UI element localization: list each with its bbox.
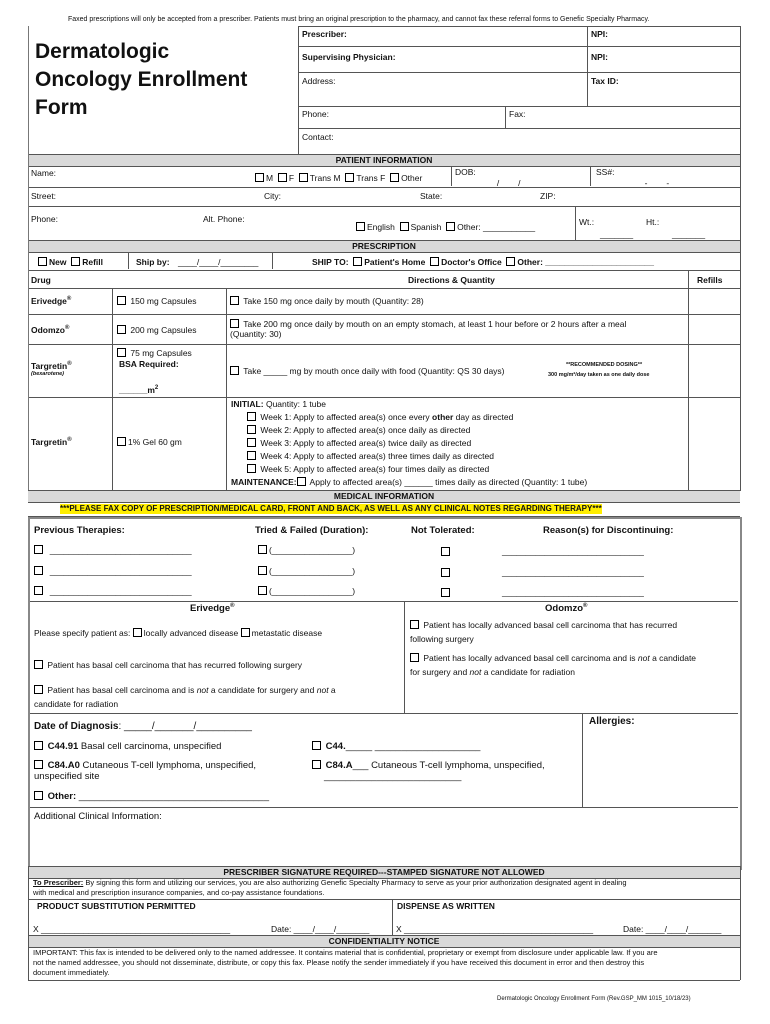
- week2: [247, 425, 470, 436]
- week4: [247, 451, 494, 462]
- therapy-row-2: [34, 566, 192, 577]
- odomzo-opt1-cont: following surgery: [410, 634, 474, 644]
- npi-label[interactable]: NPI:: [591, 29, 608, 39]
- date-dx-blank[interactable]: : _____/_______/__________: [118, 721, 252, 732]
- maintenance-text: Apply to affected area(s) ______ times daily as directed (Quantity: 1 tube): [309, 477, 588, 487]
- therapy2-blank[interactable]: ______________________________: [49, 566, 192, 576]
- dx-c4491: [34, 741, 221, 753]
- drug2-directions: [230, 319, 626, 330]
- erivedge-opt3-cont: candidate for radiation: [34, 699, 119, 709]
- confidentiality-text-3: document immediately.: [33, 968, 110, 977]
- dx-other: [34, 791, 269, 803]
- week1-text-c: day as directed: [453, 412, 514, 422]
- prev-therapies-label: Previous Therapies:: [34, 525, 125, 536]
- drug2-strength: [117, 325, 197, 336]
- tax-id-label[interactable]: Tax ID:: [591, 76, 619, 86]
- male-label: M: [266, 173, 274, 183]
- c44-code: C44.: [325, 741, 346, 752]
- drug1-text: Erivedge: [31, 296, 67, 306]
- english-label: English: [367, 222, 395, 232]
- address-label[interactable]: Address:: [302, 76, 336, 86]
- reasons-label: Reason(s) for Discontinuing:: [543, 525, 674, 536]
- npi2-label[interactable]: NPI:: [591, 52, 608, 62]
- not-tolerated2-checkbox[interactable]: [441, 568, 450, 577]
- title-line1: Dermatologic: [35, 40, 170, 63]
- c84a0-checkbox[interactable]: [34, 760, 43, 769]
- locally-advanced-checkbox[interactable]: [133, 628, 142, 637]
- drug3-recommended: **RECOMMENDED DOSING**: [566, 362, 643, 368]
- ss-label[interactable]: SS#:: [596, 167, 615, 177]
- drug3-name: Targretin®: [31, 361, 72, 371]
- date-dx-label: Date of Diagnosis: [34, 721, 119, 732]
- therapy2-checkbox[interactable]: [34, 566, 43, 575]
- male-checkbox[interactable]: [255, 173, 264, 182]
- week1-checkbox[interactable]: [247, 412, 256, 421]
- odo-opt2-c: a candidate: [649, 653, 697, 663]
- trans-f-checkbox[interactable]: [345, 173, 354, 182]
- odo-opt2-b: not: [637, 653, 650, 663]
- form-revision: Dermatologic Oncology Enrollment Form (Rev.GSP_MM 1015_10/18/23): [497, 996, 691, 1002]
- height-blank[interactable]: _______: [672, 229, 706, 239]
- confidentiality-text-2: not the named addressee, you should not disseminate, distribute, or copy this fax. Please notify the sender immediately if you have received this document in error and then destroy this: [33, 958, 645, 967]
- new-refill-options: [38, 257, 103, 268]
- col-drug: Drug: [31, 275, 51, 285]
- specify-label: Please specify patient as:: [34, 628, 131, 638]
- signature-line-1[interactable]: X ________________________________________: [33, 924, 231, 934]
- drug3-generic: (bexarotene): [31, 371, 65, 377]
- initial-qty: Quantity: 1 tube: [265, 399, 326, 409]
- female-checkbox[interactable]: [278, 173, 287, 182]
- eri-opt3-c: a candidate for surgery and: [208, 685, 317, 695]
- drug4-name: Targretin®: [31, 437, 72, 447]
- dx-c44: [312, 741, 480, 753]
- drug3-directions: [230, 366, 505, 377]
- duration1-checkbox[interactable]: [258, 545, 267, 554]
- week1-text-b: other: [432, 412, 454, 422]
- week2-checkbox[interactable]: [247, 425, 256, 434]
- eri-opt3-b: not: [196, 685, 209, 695]
- odo-opt2-f: a candidate for radiation: [481, 667, 575, 677]
- weight-blank[interactable]: _______: [600, 229, 634, 239]
- drug3-dir-text: Take _____ mg by mouth once daily with food (Quantity: QS 30 days): [243, 366, 505, 376]
- duration-row-1: [258, 545, 355, 556]
- col-directions: Directions & Quantity: [408, 275, 495, 285]
- metastatic-checkbox[interactable]: [241, 628, 250, 637]
- reason3-blank[interactable]: ______________________________: [502, 587, 644, 597]
- therapy1-checkbox[interactable]: [34, 545, 43, 554]
- ship-by-label[interactable]: Ship by:: [136, 257, 170, 267]
- trans-f-label: Trans F: [356, 173, 386, 183]
- drug1-dir-checkbox[interactable]: [230, 296, 239, 305]
- drug2-strength-text: 200 mg Capsules: [130, 325, 197, 335]
- week4-text: Week 4: Apply to affected area(s) three times daily as directed: [260, 451, 494, 461]
- other-sex-checkbox[interactable]: [390, 173, 399, 182]
- fax-label[interactable]: Fax:: [509, 109, 526, 119]
- erivedge-opt3-checkbox[interactable]: [34, 685, 43, 694]
- signature-date-1[interactable]: Date: ____/____/_______: [271, 924, 370, 934]
- dx-other-label: Other:: [47, 791, 77, 802]
- page-title: [35, 38, 247, 122]
- state-label[interactable]: State:: [420, 191, 443, 201]
- drug3-recommended-dose: 300 mg/m²/day taken as one daily dose: [548, 372, 650, 378]
- c84a-desc: ___ Cutaneous T-cell lymphoma, unspecified,: [352, 760, 545, 771]
- therapy-row-3: [34, 586, 192, 597]
- drug4-text: Targretin: [31, 437, 68, 447]
- odomzo-heading-text: Odomzo: [545, 603, 583, 614]
- additional-clinical-label[interactable]: Additional Clinical Information:: [34, 811, 162, 822]
- duration3-blank[interactable]: (_________________): [269, 586, 356, 596]
- odo-opt2-d: for surgery and: [410, 667, 470, 677]
- week4-checkbox[interactable]: [247, 451, 256, 460]
- ship-by-blank[interactable]: ____/____/________: [178, 257, 259, 267]
- odomzo-opt2-checkbox[interactable]: [410, 653, 419, 662]
- dob-label[interactable]: DOB:: [455, 167, 476, 177]
- c84a0-desc: Cutaneous T-cell lymphoma, unspecified,: [79, 760, 257, 771]
- drug1-strength: [117, 296, 197, 307]
- duration-row-2: [258, 566, 355, 577]
- dx-c84a0-cont: unspecified site: [34, 771, 100, 782]
- drug2-dir-qty: (Quantity: 30): [230, 329, 282, 339]
- signature-date-2[interactable]: Date: ____/____/_______: [623, 924, 722, 934]
- drug1-strength-text: 150 mg Capsules: [130, 296, 197, 306]
- odomzo-opt2: [410, 653, 696, 664]
- product-substitution-label: PRODUCT SUBSTITUTION PERMITTED: [37, 901, 196, 911]
- new-label: New: [49, 257, 67, 267]
- other-language-label: Other: ___________: [457, 222, 536, 232]
- trans-m-checkbox[interactable]: [299, 173, 308, 182]
- drug4-strength-text: 1% Gel 60 gm: [128, 437, 182, 447]
- city-label[interactable]: City:: [264, 191, 281, 201]
- drug3-text: Targretin: [31, 361, 68, 371]
- drug4-checkbox[interactable]: [117, 437, 126, 446]
- c84a0-code: C84.A0: [47, 760, 80, 771]
- erivedge-opt2: [34, 660, 302, 671]
- c4491-code: C44.91: [47, 741, 79, 752]
- patients-home-label: Patient's Home: [364, 257, 426, 267]
- week1-text-a: Week 1: Apply to affected area(s) once every: [260, 412, 433, 422]
- erivedge-specify: [34, 628, 322, 639]
- medical-info-heading: MEDICAL INFORMATION: [28, 490, 740, 503]
- english-checkbox[interactable]: [356, 222, 365, 231]
- ship-other-label: Other: _______________________: [517, 257, 654, 267]
- date-of-diagnosis: [34, 721, 252, 733]
- fax-copy-notice: ***PLEASE FAX COPY OF PRESCRIPTION/MEDICAL CARD, FRONT AND BACK, AS WELL AS ANY CLINICAL NOTES REGARDING THERAPY***: [60, 504, 602, 513]
- odomzo-opt1-text: Patient has locally advanced basal cell carcinoma that has recurred: [423, 620, 678, 630]
- duration2-checkbox[interactable]: [258, 566, 267, 575]
- other-language-checkbox[interactable]: [446, 222, 455, 231]
- c84a-checkbox[interactable]: [312, 760, 321, 769]
- language-options: [356, 222, 535, 233]
- col-refills: Refills: [697, 275, 723, 285]
- not-tolerated-1: [441, 547, 452, 558]
- maintenance-checkbox[interactable]: [297, 477, 306, 486]
- drug3-bsa-blank[interactable]: $\_\_\_\_\_\_m^2$: [119, 385, 159, 395]
- ship-to-label: SHIP TO:: [312, 257, 349, 267]
- c4491-desc: Basal cell carcinoma, unspecified: [78, 741, 222, 752]
- maintenance-label: MAINTENANCE:: [231, 477, 297, 487]
- new-checkbox[interactable]: [38, 257, 47, 266]
- not-tolerated3-checkbox[interactable]: [441, 588, 450, 597]
- eri-opt3-a: Patient has basal cell carcinoma and is: [47, 685, 197, 695]
- drug3-bsa: BSA Required:: [119, 359, 179, 369]
- tried-failed-label: Tried & Failed (Duration):: [255, 525, 369, 536]
- fax-notice: Faxed prescriptions will only be accepted from a prescriber. Patients must bring an original prescription to the pharmacy, and cannot fax these referral forms to Genefic Specialty Pharmacy.: [68, 16, 650, 23]
- not-tolerated-label: Not Tolerated:: [411, 525, 475, 536]
- ship-to-options: [312, 257, 654, 268]
- not-tolerated-3: [441, 588, 452, 599]
- prescriber-label[interactable]: Prescriber:: [302, 29, 347, 39]
- drug2-name: Odomzo®: [31, 325, 70, 335]
- dx-other-blank[interactable]: ____________________________________: [76, 791, 269, 802]
- therapy1-blank[interactable]: ______________________________: [49, 545, 192, 555]
- drug2-checkbox[interactable]: [117, 325, 126, 334]
- phone-label[interactable]: Phone:: [302, 109, 329, 119]
- week2-text: Week 2: Apply to affected area(s) once daily as directed: [260, 425, 471, 435]
- to-prescriber-label: To Prescriber:: [33, 878, 84, 887]
- eri-opt3-e: a: [328, 685, 336, 695]
- week1: [247, 412, 513, 423]
- metastatic-label: metastatic disease: [251, 628, 323, 638]
- patients-home-checkbox[interactable]: [353, 257, 362, 266]
- drug3-bsa-blank-text: ______m: [119, 385, 155, 395]
- dispense-as-written-label: DISPENSE AS WRITTEN: [397, 901, 495, 911]
- c4491-checkbox[interactable]: [34, 741, 43, 750]
- initial-line: [231, 400, 326, 410]
- spanish-checkbox[interactable]: [400, 222, 409, 231]
- not-tolerated1-checkbox[interactable]: [441, 547, 450, 556]
- weight-label[interactable]: Wt.:: [579, 217, 595, 227]
- title-line2: Oncology Enrollment: [35, 68, 248, 91]
- odomzo-heading: Odomzo®: [545, 603, 588, 614]
- supervising-physician-label[interactable]: Supervising Physician:: [302, 52, 396, 62]
- reason1-blank[interactable]: ______________________________: [502, 546, 644, 556]
- odomzo-opt2-cont: [410, 668, 575, 678]
- dob-blank[interactable]: ____/____/________: [478, 178, 559, 188]
- confidentiality-text-1: IMPORTANT: This fax is intended to be delivered only to the named addressee. It contains material that is confidential, proprietary or exempt from disclosure under applicable law. If you are: [33, 948, 658, 957]
- other-sex-label: Other: [401, 173, 423, 183]
- drug4-strength: [117, 437, 182, 448]
- height-label[interactable]: Ht.:: [646, 217, 660, 227]
- erivedge-heading-text: Erivedge: [190, 603, 231, 614]
- week5-text: Week 5: Apply to affected area(s) four times daily as directed: [260, 464, 490, 474]
- c84a-code: C84.A: [325, 760, 353, 771]
- confidentiality-heading: CONFIDENTIALITY NOTICE: [28, 935, 740, 948]
- drug3-checkbox[interactable]: [117, 348, 126, 357]
- therapy3-blank[interactable]: ______________________________: [49, 586, 192, 596]
- ss-blank[interactable]: _____-____-_________: [621, 178, 712, 188]
- erivedge-opt3: [34, 685, 336, 696]
- spanish-label: Spanish: [410, 222, 442, 232]
- drug2-dir-text: Take 200 mg once daily by mouth on an empty stomach, at least 1 hour before or 2 hours after a meal: [243, 319, 627, 329]
- odomzo-opt1: [410, 620, 677, 631]
- c44-blank[interactable]: _____ ____________________: [345, 741, 481, 752]
- drug1-dir-text: Take 150 mg once daily by mouth (Quantity: 28): [243, 296, 424, 306]
- week3: [247, 438, 471, 449]
- eri-opt3-d: not: [316, 685, 329, 695]
- authorization-text-2: with medical and prescription insurance companies, and co-pay assistance foundations.: [33, 888, 325, 897]
- female-label: F: [288, 173, 295, 183]
- duration-row-3: [258, 586, 355, 597]
- refill-checkbox[interactable]: [71, 257, 80, 266]
- trans-m-label: Trans M: [309, 173, 341, 183]
- drug3-strength: [117, 348, 192, 359]
- drug1-name: Erivedge®: [31, 296, 72, 306]
- authorization-text: [33, 879, 627, 888]
- therapy3-checkbox[interactable]: [34, 586, 43, 595]
- drug1-directions: [230, 296, 424, 307]
- duration1-blank[interactable]: (_________________): [269, 545, 356, 555]
- odomzo-opt1-checkbox[interactable]: [410, 620, 419, 629]
- drug3-strength-text: 75 mg Capsules: [130, 348, 192, 358]
- week3-checkbox[interactable]: [247, 438, 256, 447]
- c44-checkbox[interactable]: [312, 741, 321, 750]
- duration2-blank[interactable]: (_________________): [269, 566, 356, 576]
- drug2-text: Odomzo: [31, 325, 65, 335]
- week5: [247, 464, 489, 475]
- doctors-office-label: Doctor's Office: [441, 257, 502, 267]
- odo-opt2-a: Patient has locally advanced basal cell carcinoma and is: [423, 653, 638, 663]
- contact-label[interactable]: Contact:: [302, 132, 334, 142]
- maintenance-line: [231, 477, 587, 488]
- dx-other-checkbox[interactable]: [34, 791, 43, 800]
- zip-label[interactable]: ZIP:: [540, 191, 556, 201]
- drug3-dir-checkbox[interactable]: [230, 366, 239, 375]
- doctors-office-checkbox[interactable]: [430, 257, 439, 266]
- title-line3: Form: [35, 96, 88, 119]
- erivedge-heading: Erivedge®: [190, 603, 235, 614]
- signature-line-2[interactable]: X ________________________________________: [396, 924, 594, 934]
- prescription-heading: PRESCRIPTION: [28, 240, 740, 253]
- refill-label: Refill: [82, 257, 103, 267]
- patient-phone-label[interactable]: Phone:: [31, 214, 58, 224]
- drug2-dir-checkbox[interactable]: [230, 319, 239, 328]
- signature-heading: PRESCRIBER SIGNATURE REQUIRED---STAMPED SIGNATURE NOT ALLOWED: [28, 866, 740, 879]
- odo-opt2-e: not: [469, 667, 482, 677]
- drug1-checkbox[interactable]: [117, 296, 126, 305]
- alt-phone-label[interactable]: Alt. Phone:: [203, 214, 245, 224]
- reason2-blank[interactable]: ______________________________: [502, 567, 644, 577]
- patient-info-heading: PATIENT INFORMATION: [28, 154, 740, 167]
- dx-c84a-blank[interactable]: __________________________: [324, 771, 462, 782]
- week5-checkbox[interactable]: [247, 464, 256, 473]
- auth-text-1: By signing this form and utilizing our services, you are also authorizing Genefic Specialty Pharmacy to serve as your prior authorization designated agent in dealing: [83, 878, 627, 887]
- ship-other-checkbox[interactable]: [506, 257, 515, 266]
- erivedge-opt2-text: Patient has basal cell carcinoma that has recurred following surgery: [47, 660, 303, 670]
- allergies-label[interactable]: Allergies:: [589, 716, 635, 727]
- erivedge-opt2-checkbox[interactable]: [34, 660, 43, 669]
- locally-advanced-label: locally advanced disease: [143, 628, 239, 638]
- week3-text: Week 3: Apply to affected area(s) twice daily as directed: [260, 438, 472, 448]
- street-label[interactable]: Street:: [31, 191, 57, 201]
- duration3-checkbox[interactable]: [258, 586, 267, 595]
- sex-options: [255, 173, 422, 184]
- initial-label: INITIAL:: [231, 399, 264, 409]
- therapy-row-1: [34, 545, 192, 556]
- name-label[interactable]: Name:: [31, 168, 57, 178]
- not-tolerated-2: [441, 568, 452, 579]
- fax-copy-notice-row: [28, 503, 740, 517]
